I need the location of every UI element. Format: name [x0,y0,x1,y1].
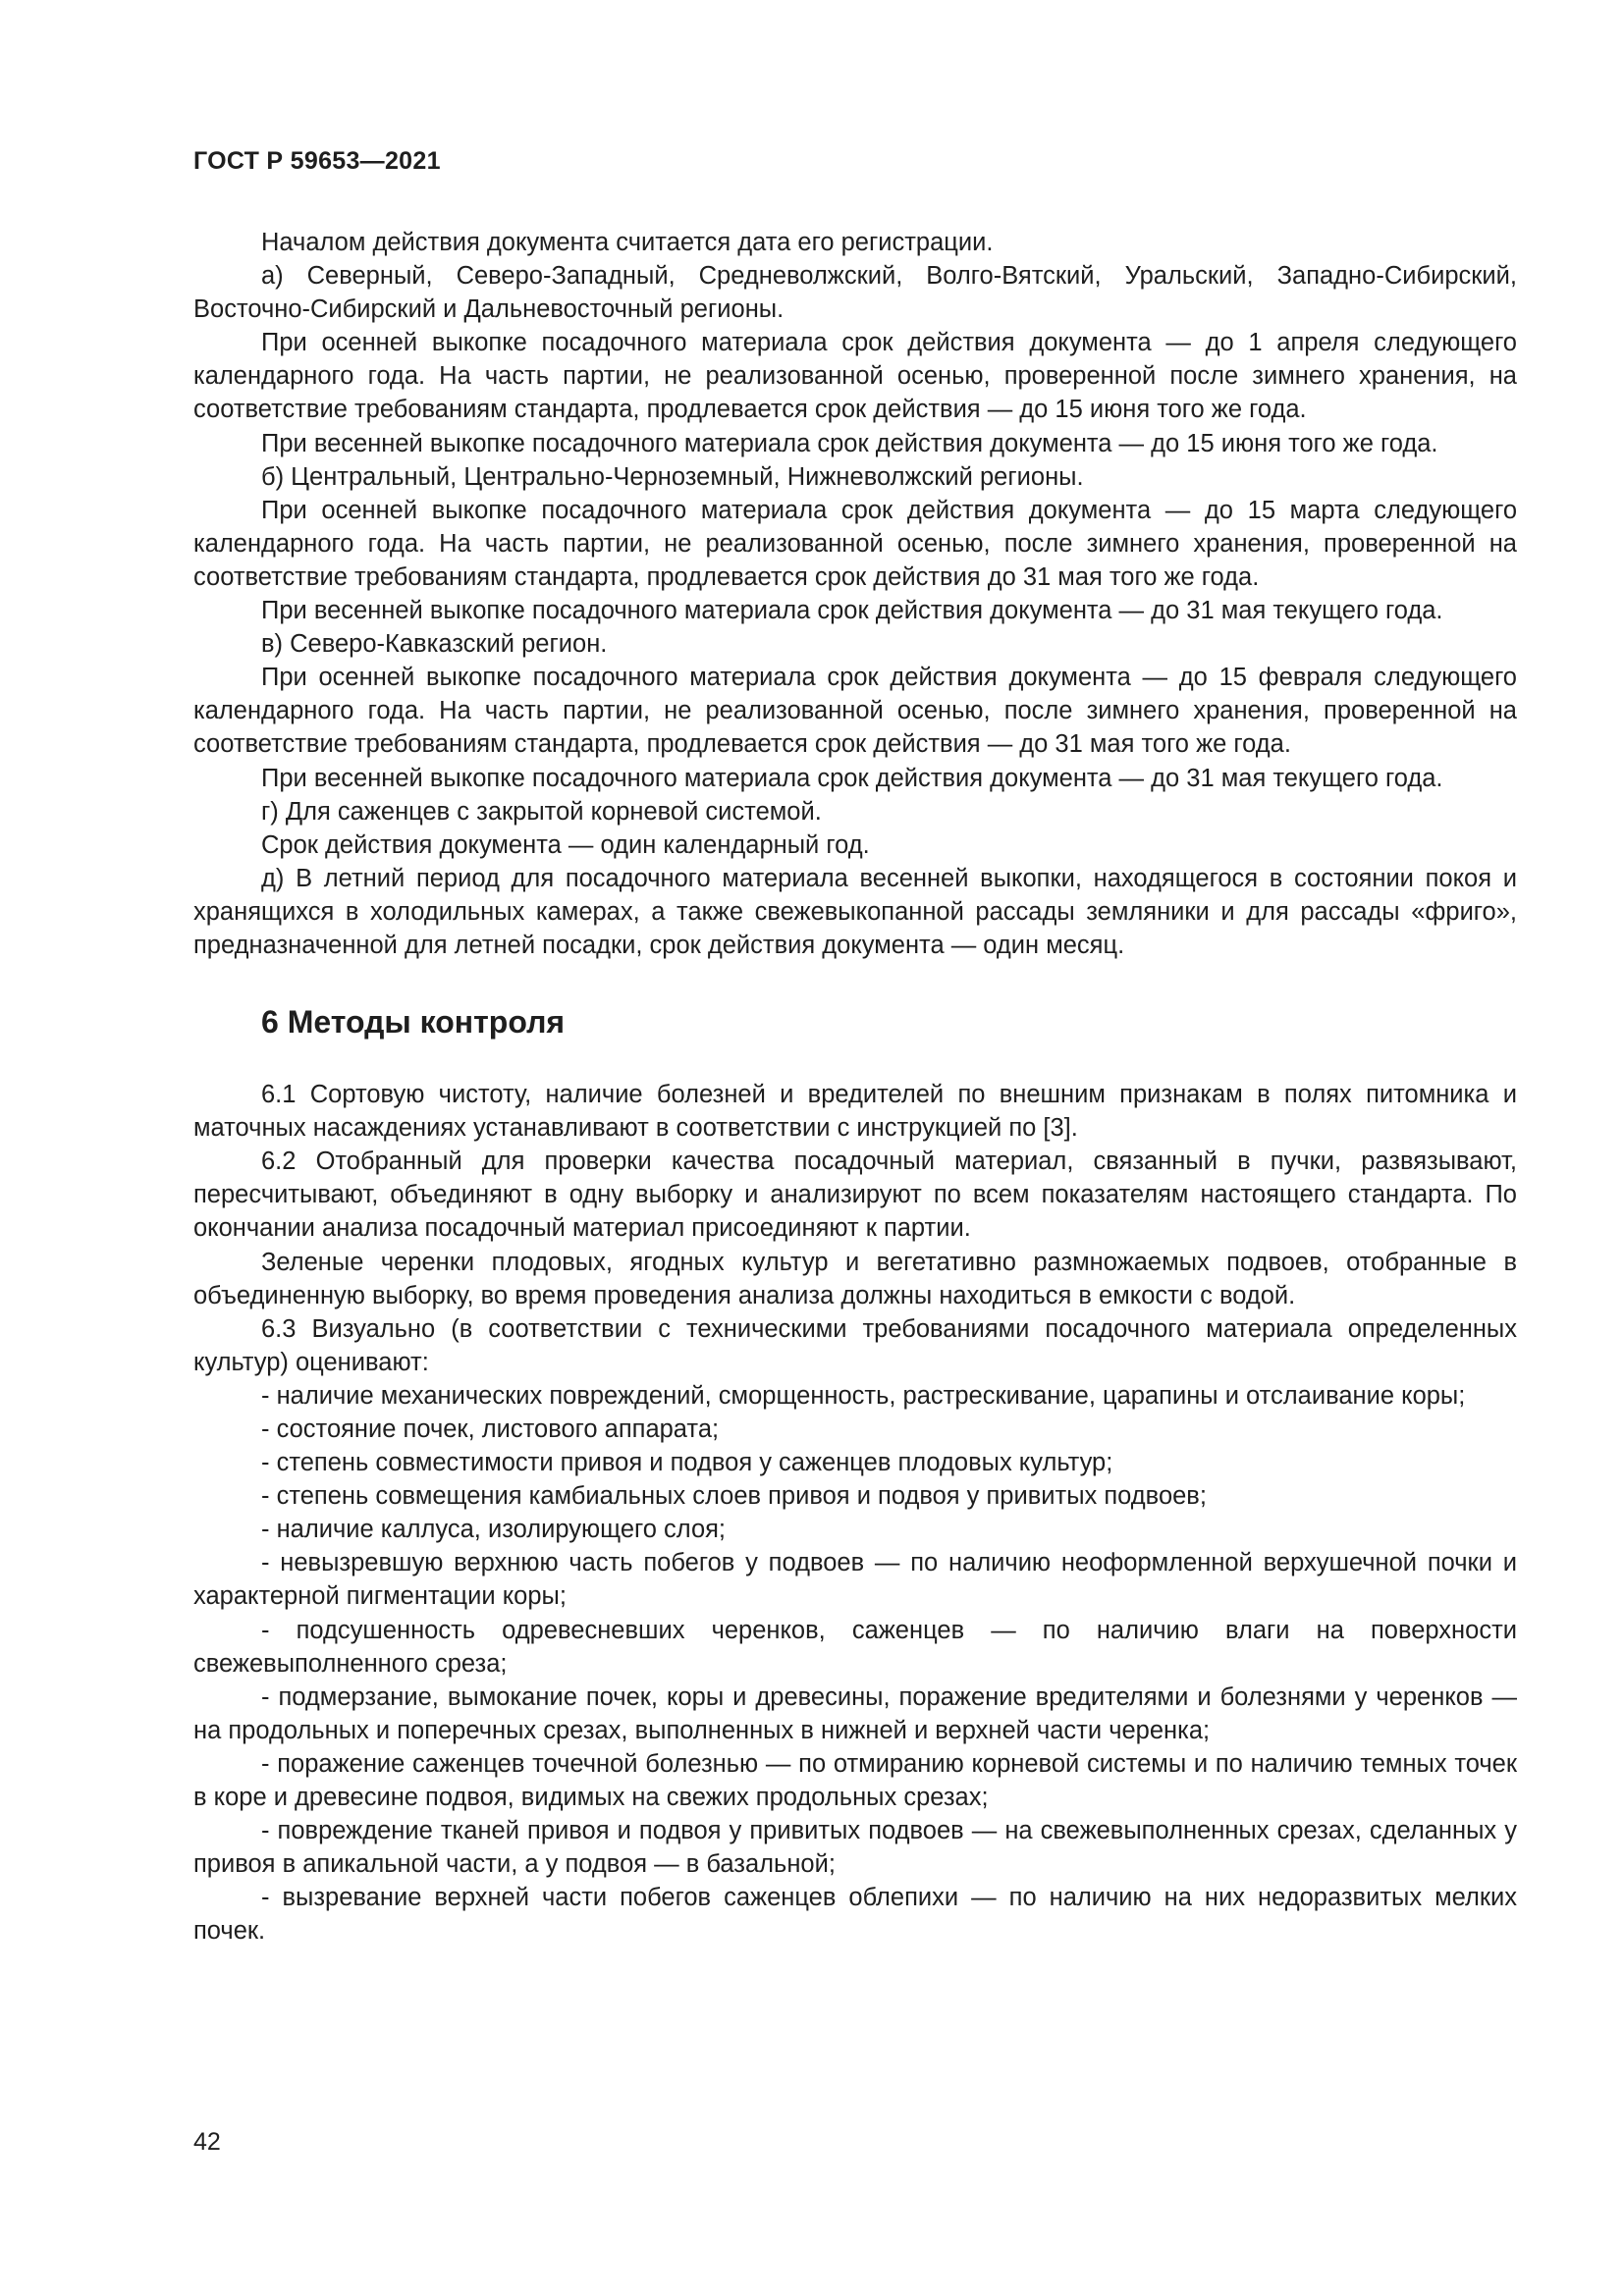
paragraph: Зеленые черенки плодовых, ягодных культур и вегетативно размножаемых подвоев, отобранные в объединенную выборку, во время проведения анализа должны находиться в емкости с водой. [193,1248,1517,1309]
list-item: - повреждение тканей привоя и подвоя у привитых подвоев — на свежевыполненных срезах, сделанных у привоя в апикальной части, а у подвоя — в базальной; [193,1817,1517,1879]
paragraph: 6.3 Визуально (в соответствии с техническими требованиями посадочного материала определенных культур) оценивают: [193,1314,1517,1376]
paragraph: Срок действия документа — один календарный год. [261,830,870,859]
list-item: - состояние почек, листового аппарата; [261,1415,720,1443]
document-header: ГОСТ Р 59653—2021 [193,147,441,175]
paragraph: При осенней выкопке посадочного материала срок действия документа — до 15 марта следующего календарного года. На часть партии, не реализованной осенью, после зимнего хранения, проверенной на соответствие требованиям стандарта, продлевается срок действия до 31 мая того же года. [193,496,1517,591]
section-heading: 6 Методы контроля [261,1004,566,1041]
list-item: - степень совмещения камбиальных слоев привоя и подвоя у привитых подвоев; [261,1482,1207,1511]
paragraph: При осенней выкопке посадочного материала срок действия документа — до 15 февраля следующего календарного года. На часть партии, не реализованной осенью, после зимнего хранения, проверенной на соответствие требованиям стандарта, продлевается срок действия — до 31 мая того же года. [193,664,1517,759]
paragraph: б) Центральный, Центрально-Черноземный, Нижневолжский регионы. [261,462,1084,491]
document-body [193,226,1517,1949]
list-item: - наличие каллуса, изолирующего слоя; [261,1516,727,1544]
paragraph: При весенней выкопке посадочного материала срок действия документа — до 15 июня того же года. [261,429,1438,457]
list-item: - поражение саженцев точечной болезнью — по отмиранию корневой системы и по наличию темных точек в коре и древесине подвоя, видимых на свежих продольных срезах; [193,1749,1517,1812]
list-item: - подсушенность одревесневших черенков, саженцев — по наличию влаги на поверхности свежевыполненного среза; [193,1616,1517,1678]
list-item: - подмерзание, вымокание почек, коры и древесины, поражение вредителями и болезнями у черенков — на продольных и поперечных срезах, выполненных в нижней и верхней части черенка; [193,1682,1517,1744]
paragraph: При весенней выкопке посадочного материала срок действия документа — до 31 мая текущего года. [261,597,1443,625]
list-item: - степень совместимости привоя и подвоя у саженцев плодовых культур; [261,1449,1113,1477]
list-item: - наличие механических повреждений, сморщенность, растрескивание, царапины и отслаивание коры; [261,1381,1466,1410]
list-item: - вызревание верхней части побегов саженцев облепихи — по наличию на них недоразвитых мелких почек. [193,1884,1517,1946]
paragraph: г) Для саженцев с закрытой корневой системой. [261,797,822,826]
paragraph: Началом действия документа считается дата его регистрации. [261,229,994,256]
paragraph: д) В летний период для посадочного материала весенней выкопки, находящегося в состоянии покоя и хранящихся в холодильных камерах, а также свежевыкопанной рассады земляники и для рассады «фриго», предназначенной для летней посадки, срок действия документа — один месяц. [193,864,1517,959]
paragraph: При весенней выкопке посадочного материала срок действия документа — до 31 мая текущего года. [261,764,1443,792]
paragraph: в) Северо-Кавказский регион. [261,630,608,659]
list-item: - невызревшую верхнюю часть побегов у подвоев — по наличию неоформленной верхушечной почки и характерной пигментации коры; [193,1549,1517,1611]
paragraph: 6.1 Сортовую чистоту, наличие болезней и вредителей по внешним признакам в полях питомника и маточных насаждениях устанавливают в соответствии с инструкцией по [3]. [193,1081,1517,1143]
paragraph: При осенней выкопке посадочного материала срок действия документа — до 1 апреля следующего календарного года. На часть партии, не реализованной осенью, проверенной после зимнего хранения, на соответствие требованиям стандарта, продлевается срок действия — до 15 июня того же года. [193,329,1517,424]
paragraph: 6.2 Отобранный для проверки качества посадочный материал, связанный в пучки, развязывают, пересчитывают, объединяют в одну выборку и анализируют по всем показателям настоящего стандарта. По окончании анализа посадочный материал присоединяют к партии. [193,1148,1517,1243]
page-number: 42 [193,2128,221,2156]
paragraph: а) Северный, Северо-Западный, Средневолжский, Волго-Вятский, Уральский, Западно-Сибирский, Восточно-Сибирский и Дальневосточный регионы. [193,262,1517,324]
